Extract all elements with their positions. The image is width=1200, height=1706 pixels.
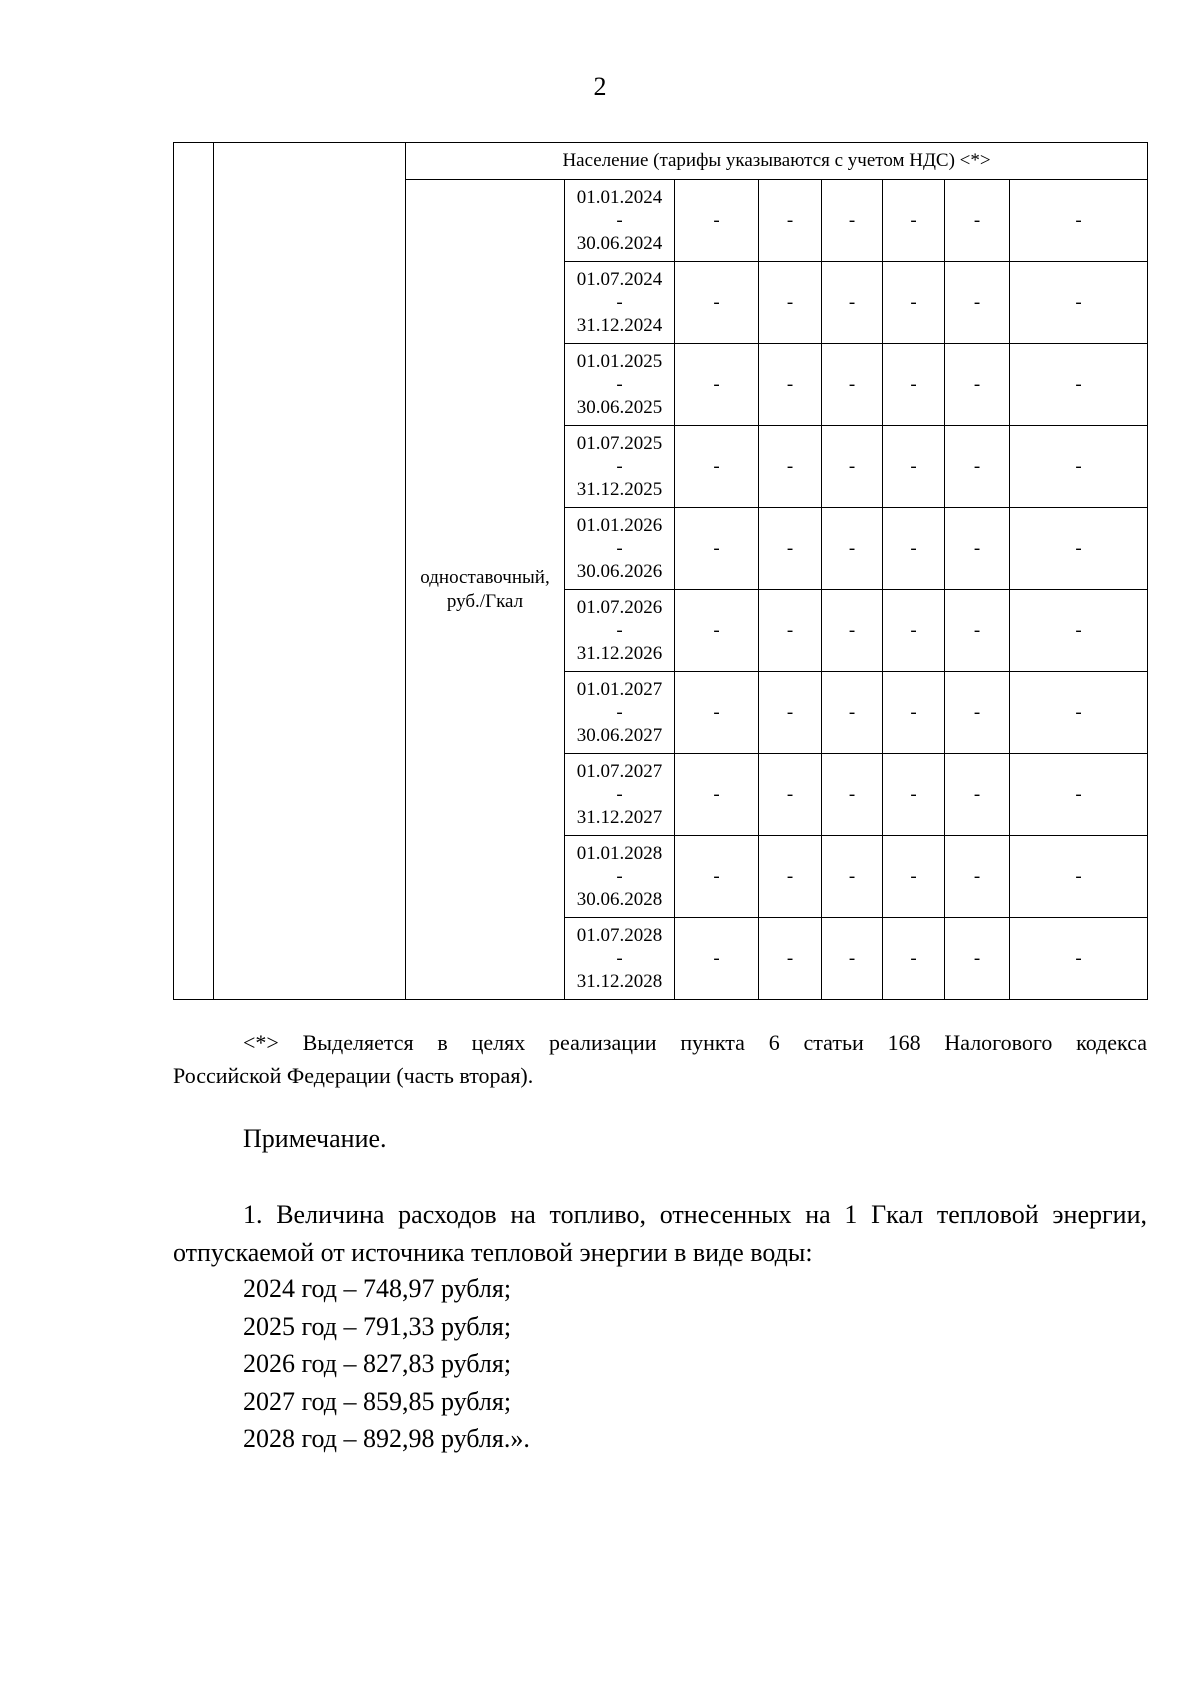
tariff-value-cell: - bbox=[822, 344, 883, 426]
unit-label: одноставочный, руб./Гкал bbox=[406, 180, 565, 1000]
period-cell bbox=[565, 836, 675, 918]
period-cell bbox=[565, 262, 675, 344]
tariff-value-cell: - bbox=[675, 590, 759, 672]
tariff-value-cell: - bbox=[1010, 918, 1148, 1000]
tariff-value-cell: - bbox=[759, 590, 822, 672]
tariff-value-cell: - bbox=[1010, 508, 1148, 590]
period-from: 01.01.2027 bbox=[576, 679, 663, 700]
tariff-value-cell: - bbox=[883, 918, 945, 1000]
period-to: 31.12.2026 bbox=[576, 643, 663, 664]
tariff-value-cell: - bbox=[675, 426, 759, 508]
period-to: 31.12.2025 bbox=[576, 479, 663, 500]
period-cell bbox=[565, 672, 675, 754]
period-sep: - bbox=[616, 538, 623, 559]
tariff-value-cell: - bbox=[945, 918, 1010, 1000]
period-from: 01.07.2024 bbox=[576, 269, 663, 290]
period-cell bbox=[565, 426, 675, 508]
period-to: 31.12.2027 bbox=[576, 807, 663, 828]
period-sep: - bbox=[616, 456, 623, 477]
period-from: 01.01.2024 bbox=[576, 187, 663, 208]
tariff-value-cell: - bbox=[1010, 426, 1148, 508]
tariff-value-cell: - bbox=[945, 262, 1010, 344]
tariff-value-cell: - bbox=[1010, 180, 1148, 262]
tariff-value-cell: - bbox=[675, 180, 759, 262]
period-cell bbox=[565, 508, 675, 590]
page-number: 2 bbox=[593, 72, 607, 101]
tariff-value-cell: - bbox=[822, 836, 883, 918]
tariff-value-cell: - bbox=[759, 344, 822, 426]
fuel-cost-list bbox=[243, 1270, 530, 1458]
tariff-value-cell: - bbox=[883, 426, 945, 508]
tariff-value-cell: - bbox=[759, 918, 822, 1000]
period-sep: - bbox=[616, 620, 623, 641]
tariff-value-cell: - bbox=[675, 836, 759, 918]
period-sep: - bbox=[616, 948, 623, 969]
tariff-value-cell: - bbox=[675, 508, 759, 590]
tariff-value-cell: - bbox=[1010, 672, 1148, 754]
tariff-value-cell: - bbox=[945, 672, 1010, 754]
fuel-cost-item: 2027 год – 859,85 рубля; bbox=[243, 1386, 512, 1416]
tariff-value-cell: - bbox=[1010, 754, 1148, 836]
tariff-table bbox=[173, 142, 1148, 1000]
tariff-value-cell: - bbox=[675, 262, 759, 344]
section-title: Население (тарифы указываются с учетом НДС) <*> bbox=[406, 143, 1148, 180]
period-sep: - bbox=[616, 210, 623, 231]
tariff-value-cell: - bbox=[822, 672, 883, 754]
tariff-value-cell: - bbox=[759, 180, 822, 262]
tariff-value-cell: - bbox=[822, 262, 883, 344]
tariff-value-cell: - bbox=[883, 344, 945, 426]
tariff-value-cell: - bbox=[675, 754, 759, 836]
period-cell bbox=[565, 590, 675, 672]
tariff-value-cell: - bbox=[945, 754, 1010, 836]
tariff-value-cell: - bbox=[883, 180, 945, 262]
period-to: 31.12.2024 bbox=[576, 315, 663, 336]
tariff-value-cell: - bbox=[759, 836, 822, 918]
period-from: 01.07.2025 bbox=[576, 433, 663, 454]
tariff-value-cell: - bbox=[883, 672, 945, 754]
note-paragraph bbox=[173, 1196, 1147, 1272]
tariff-value-cell: - bbox=[675, 344, 759, 426]
tariff-value-cell: - bbox=[945, 590, 1010, 672]
fuel-cost-item: 2025 год – 791,33 рубля; bbox=[243, 1311, 512, 1341]
tariff-value-cell: - bbox=[759, 754, 822, 836]
tariff-value-cell: - bbox=[1010, 590, 1148, 672]
tariff-value-cell: - bbox=[883, 262, 945, 344]
period-to: 30.06.2028 bbox=[576, 889, 663, 910]
note-paragraph-line-2: отпускаемой от источника тепловой энергии в виде воды: bbox=[173, 1238, 813, 1267]
note-paragraph-line-1: 1. Величина расходов на топливо, отнесенных на 1 Гкал тепловой энергии, bbox=[243, 1200, 1147, 1229]
table-header-row bbox=[174, 143, 1148, 180]
period-from: 01.01.2028 bbox=[576, 843, 663, 864]
tariff-value-cell: - bbox=[822, 918, 883, 1000]
footnote-line-2: Российской Федерации (часть вторая). bbox=[173, 1063, 534, 1088]
note-title: Примечание. bbox=[243, 1124, 387, 1153]
tariff-value-cell: - bbox=[822, 754, 883, 836]
tariff-value-cell: - bbox=[759, 262, 822, 344]
period-cell bbox=[565, 918, 675, 1000]
tariff-value-cell: - bbox=[1010, 262, 1148, 344]
tariff-value-cell: - bbox=[675, 672, 759, 754]
tariff-value-cell: - bbox=[945, 836, 1010, 918]
period-to: 30.06.2025 bbox=[576, 397, 663, 418]
tariff-value-cell: - bbox=[883, 590, 945, 672]
period-to: 31.12.2028 bbox=[576, 971, 663, 992]
tariff-value-cell: - bbox=[945, 426, 1010, 508]
tariff-value-cell: - bbox=[822, 180, 883, 262]
tariff-value-cell: - bbox=[822, 426, 883, 508]
fuel-cost-item: 2024 год – 748,97 рубля; bbox=[243, 1274, 512, 1303]
tariff-value-cell: - bbox=[945, 344, 1010, 426]
footnote-line-1: <*> Выделяется в целях реализации пункта 6 статьи 168 Налогового кодекса bbox=[243, 1030, 1147, 1055]
tariff-value-cell: - bbox=[822, 508, 883, 590]
tariff-value-cell: - bbox=[759, 508, 822, 590]
tariff-value-cell: - bbox=[883, 754, 945, 836]
period-cell bbox=[565, 344, 675, 426]
fuel-cost-item: 2028 год – 892,98 рубля.». bbox=[243, 1424, 530, 1453]
period-from: 01.07.2028 bbox=[576, 925, 663, 946]
period-from: 01.01.2025 bbox=[576, 351, 663, 372]
fuel-cost-item: 2026 год – 827,83 рубля; bbox=[243, 1349, 512, 1378]
blank-column-1 bbox=[174, 143, 214, 1000]
period-from: 01.07.2026 bbox=[576, 597, 663, 618]
period-from: 01.07.2027 bbox=[576, 761, 663, 782]
tariff-value-cell: - bbox=[883, 836, 945, 918]
tariff-value-cell: - bbox=[759, 426, 822, 508]
tariff-value-cell: - bbox=[945, 508, 1010, 590]
period-to: 30.06.2027 bbox=[576, 725, 663, 746]
blank-column-2 bbox=[214, 143, 406, 1000]
tariff-value-cell: - bbox=[822, 590, 883, 672]
period-to: 30.06.2024 bbox=[576, 233, 663, 254]
period-sep: - bbox=[616, 292, 623, 313]
period-cell bbox=[565, 180, 675, 262]
tariff-value-cell: - bbox=[675, 918, 759, 1000]
period-sep: - bbox=[616, 374, 623, 395]
footnote bbox=[173, 1026, 1147, 1092]
tariff-value-cell: - bbox=[1010, 836, 1148, 918]
tariff-value-cell: - bbox=[945, 180, 1010, 262]
tariff-value-cell: - bbox=[759, 672, 822, 754]
period-sep: - bbox=[616, 784, 623, 805]
period-from: 01.01.2026 bbox=[576, 515, 663, 536]
period-sep: - bbox=[616, 866, 623, 887]
period-sep: - bbox=[616, 702, 623, 723]
period-to: 30.06.2026 bbox=[576, 561, 663, 582]
tariff-value-cell: - bbox=[883, 508, 945, 590]
tariff-value-cell: - bbox=[1010, 344, 1148, 426]
period-cell bbox=[565, 754, 675, 836]
